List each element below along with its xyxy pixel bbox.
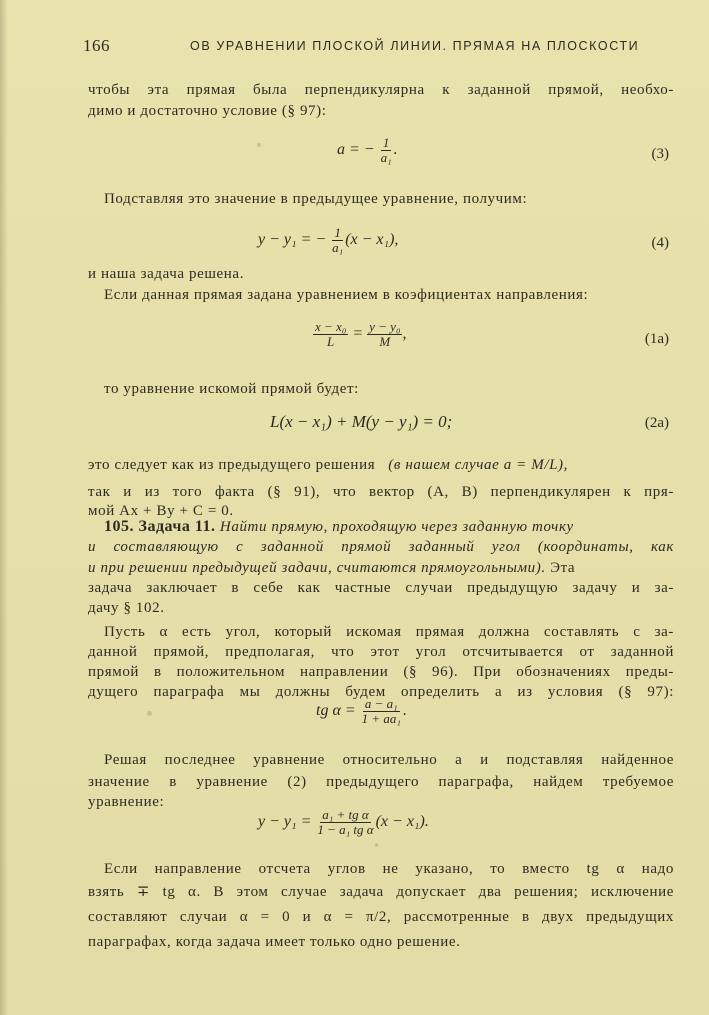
equation-tangent: tg α = $\frac{\text{a − a₁}}{\text{1 + aa₁}}$ . (316, 696, 407, 726)
equation-label: (4) (651, 235, 669, 251)
paragraph-line: мой Ax + By + C = 0. (88, 503, 234, 519)
paragraph-line: Подставляя это значение в предыдущее уравнение, получим: (104, 191, 528, 207)
equation-1a: $\frac{\text{x − x₀}}{L}$ = $\frac{\text{y − y₀}}{M}$ , (315, 319, 407, 349)
scan-speck (375, 843, 378, 847)
paragraph-line: чтобы эта прямая была перпендикулярна к заданной прямой, необхо- (88, 82, 674, 98)
paragraph-line: прямой в положительном направлении (§ 96). При обозначениях преды- (88, 664, 674, 680)
paragraph-line: уравнение: (88, 794, 165, 810)
paragraph-line: составляют случаи α = 0 и α = π/2, рассмотренные в двух предыдущих (88, 909, 674, 925)
paragraph-line: и наша задача решена. (88, 266, 245, 282)
paragraph-line: дущего параграфа мы должны будем определить a из условия (§ 97): (88, 684, 674, 700)
page-number: 166 (83, 36, 110, 55)
equation-label: (1a) (644, 331, 669, 347)
paragraph-line: задача заключает в себе как частные случаи предыдущую задачу и за- (88, 580, 674, 596)
equation-4: y − y₁ = − $\frac{1}{\text{a₁}}$ (x − x₁), (258, 225, 399, 255)
paragraph-line: дачу § 102. (88, 600, 165, 616)
equation-label: (2a) (644, 415, 669, 431)
paragraph-line: Пусть α есть угол, который искомая прямая должна составлять с за- (104, 624, 674, 640)
paragraph-line: и при решении предыдущей задачи, считаются прямоугольными). Эта (88, 560, 576, 576)
equation-3: a = − $\frac{1}{\text{a₁}}$ . (337, 135, 398, 165)
paragraph-line: взять ∓ tg α. В этом случае задача допускает два решения; исключение (88, 884, 674, 900)
paragraph-line: Если направление отсчета углов не указано, то вместо tg α надо (104, 861, 674, 877)
paragraph-line: так и из того факта (§ 91), что вектор (A, B) перпендикулярен к пря- (88, 484, 674, 500)
paragraph-line: это следует как из предыдущего решения (в нашем случае a = M/L), (88, 457, 568, 473)
paragraph-line: значение в уравнение (2) предыдущего параграфа, найдем требуемое (88, 774, 674, 790)
scan-speck (257, 143, 261, 147)
page-edge-shadow (0, 0, 8, 1015)
paragraph-line: параграфах, когда задача имеет только одно решение. (88, 934, 461, 950)
section-heading-line: 105. Задача 11. Найти прямую, проходящую через заданную точку (104, 518, 574, 535)
paragraph-line: димо и достаточно условие (§ 97): (88, 103, 327, 119)
paragraph-line: данной прямой, предполагая, что этот угол отсчитывается от заданной (88, 644, 674, 660)
equation-final: y − y₁ = $\frac{\text{a₁ + tg α}}{\text{1 − a₁ tg α}}$ (x − x₁). (258, 807, 429, 837)
running-title: ОВ УРАВНЕНИИ ПЛОСКОЙ ЛИНИИ. ПРЯМАЯ НА ПЛОСКОСТИ (190, 39, 640, 53)
paragraph-line: и составляющую с заданной прямой заданный угол (координаты, как (88, 539, 674, 555)
paragraph-line: Если данная прямая задана уравнением в коэфициентах направления: (104, 287, 589, 303)
paragraph-line: Решая последнее уравнение относительно a и подставляя найденное (104, 752, 674, 768)
equation-2a: L(x − x₁) + M(y − y₁) = 0; (270, 412, 453, 431)
equation-label: (3) (651, 146, 669, 162)
paragraph-line: то уравнение искомой прямой будет: (104, 381, 359, 397)
scan-speck (147, 711, 152, 716)
